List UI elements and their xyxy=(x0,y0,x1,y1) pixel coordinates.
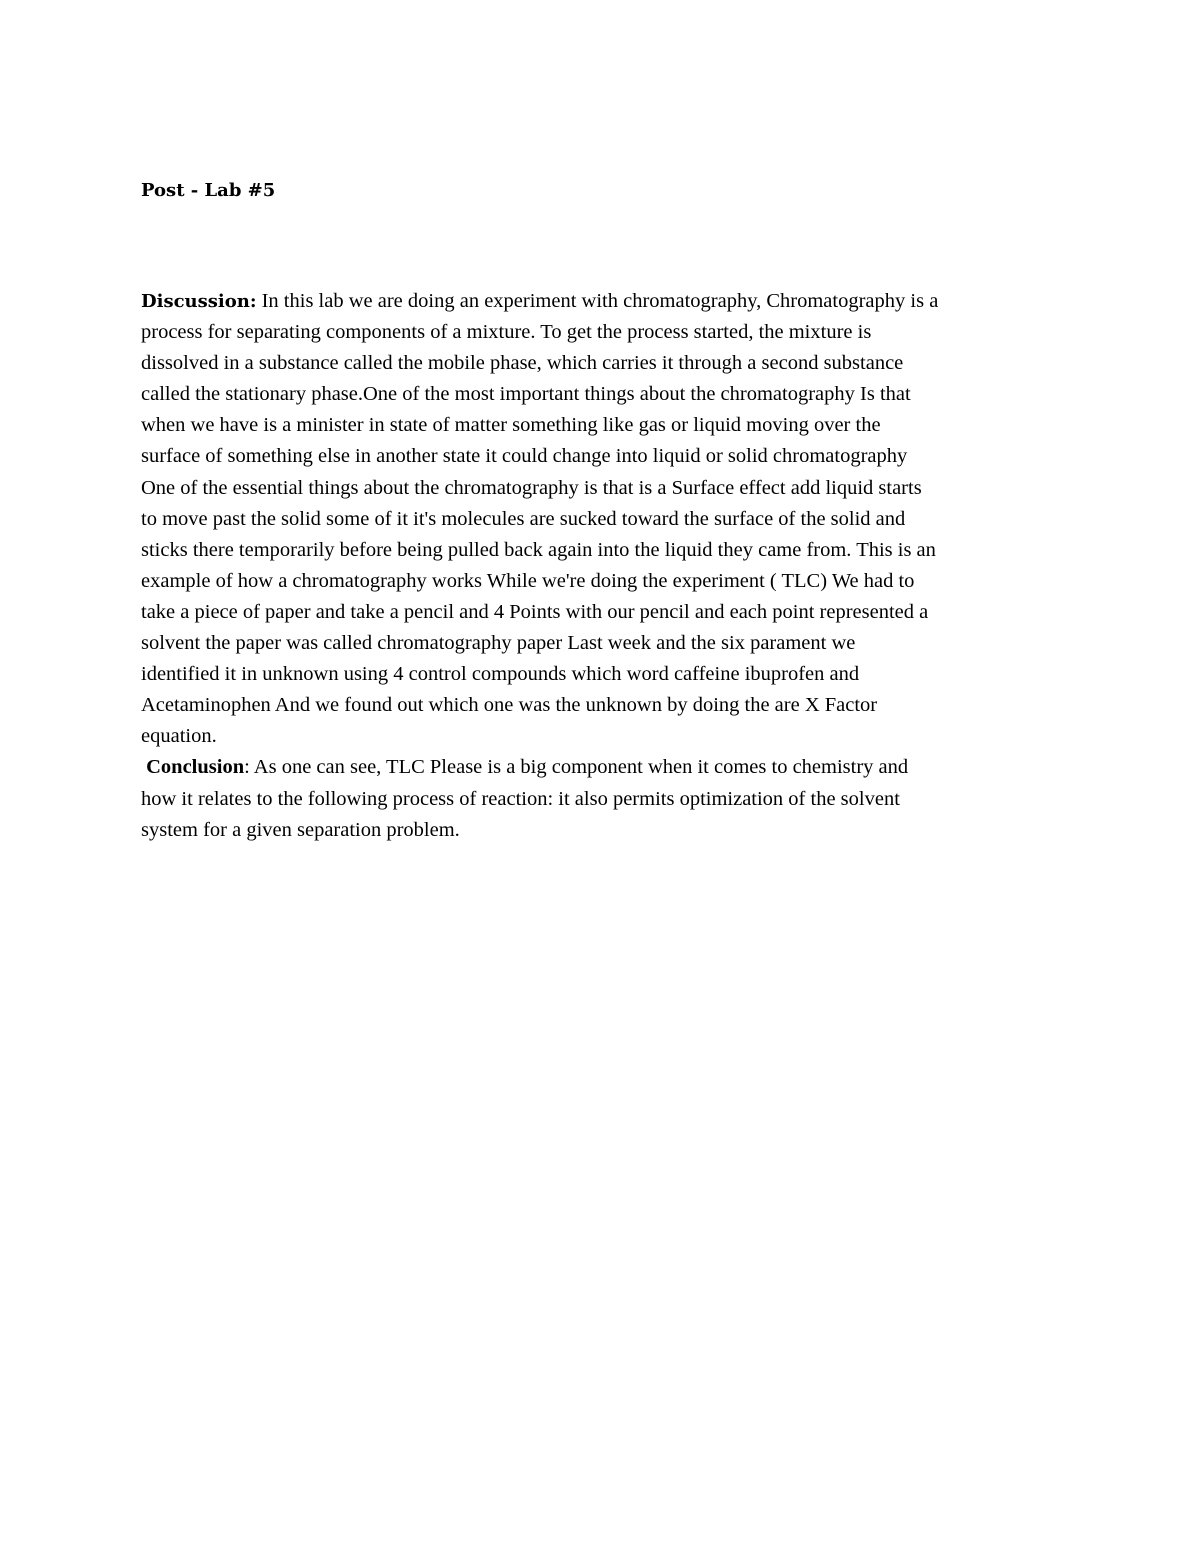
discussion-line: dissolved in a substance called the mobile phase, which carries it through a second substance xyxy=(141,352,904,375)
discussion-line: surface of something else in another state it could change into liquid or solid chromatography xyxy=(141,445,908,468)
discussion-line: equation. xyxy=(141,725,217,748)
document-body xyxy=(141,286,1071,846)
discussion-line: to move past the solid some of it it's molecules are sucked toward the surface of the solid and xyxy=(141,507,906,530)
conclusion-line xyxy=(141,752,1071,783)
discussion-line: process for separating components of a mixture. To get the process started, the mixture is xyxy=(141,321,872,344)
discussion-line: Acetaminophen And we found out which one was the unknown by doing the are X Factor xyxy=(141,694,878,717)
discussion-line: solvent the paper was called chromatography paper Last week and the six parament we xyxy=(141,632,856,655)
conclusion-label: Conclusion xyxy=(146,756,245,779)
discussion-line xyxy=(141,286,1071,317)
discussion-line: take a piece of paper and take a pencil and 4 Points with our pencil and each point represented a xyxy=(141,600,929,623)
conclusion-line: how it relates to the following process of reaction: it also permits optimization of the solvent xyxy=(141,787,900,810)
discussion-line: called the stationary phase.One of the most important things about the chromatography Is that xyxy=(141,383,911,406)
discussion-text: In this lab we are doing an experiment with chromatography, Chromatography is a xyxy=(256,290,939,312)
discussion-line: identified it in unknown using 4 control compounds which word caffeine ibuprofen and xyxy=(141,663,860,686)
discussion-line: sticks there temporarily before being pulled back again into the liquid they came from. This is an xyxy=(141,538,936,561)
conclusion-text: : As one can see, TLC Please is a big component when it comes to chemistry and xyxy=(244,756,909,779)
discussion-line: One of the essential things about the chromatography is that is a Surface effect add liquid starts xyxy=(141,476,922,499)
document-title: Post - Lab #5 xyxy=(141,180,276,201)
conclusion-line: system for a given separation problem. xyxy=(141,818,460,841)
discussion-line: example of how a chromatography works While we're doing the experiment ( TLC) We had to xyxy=(141,569,915,592)
discussion-label: Discussion: xyxy=(141,291,257,312)
discussion-line: when we have is a minister in state of matter something like gas or liquid moving over the xyxy=(141,414,881,437)
